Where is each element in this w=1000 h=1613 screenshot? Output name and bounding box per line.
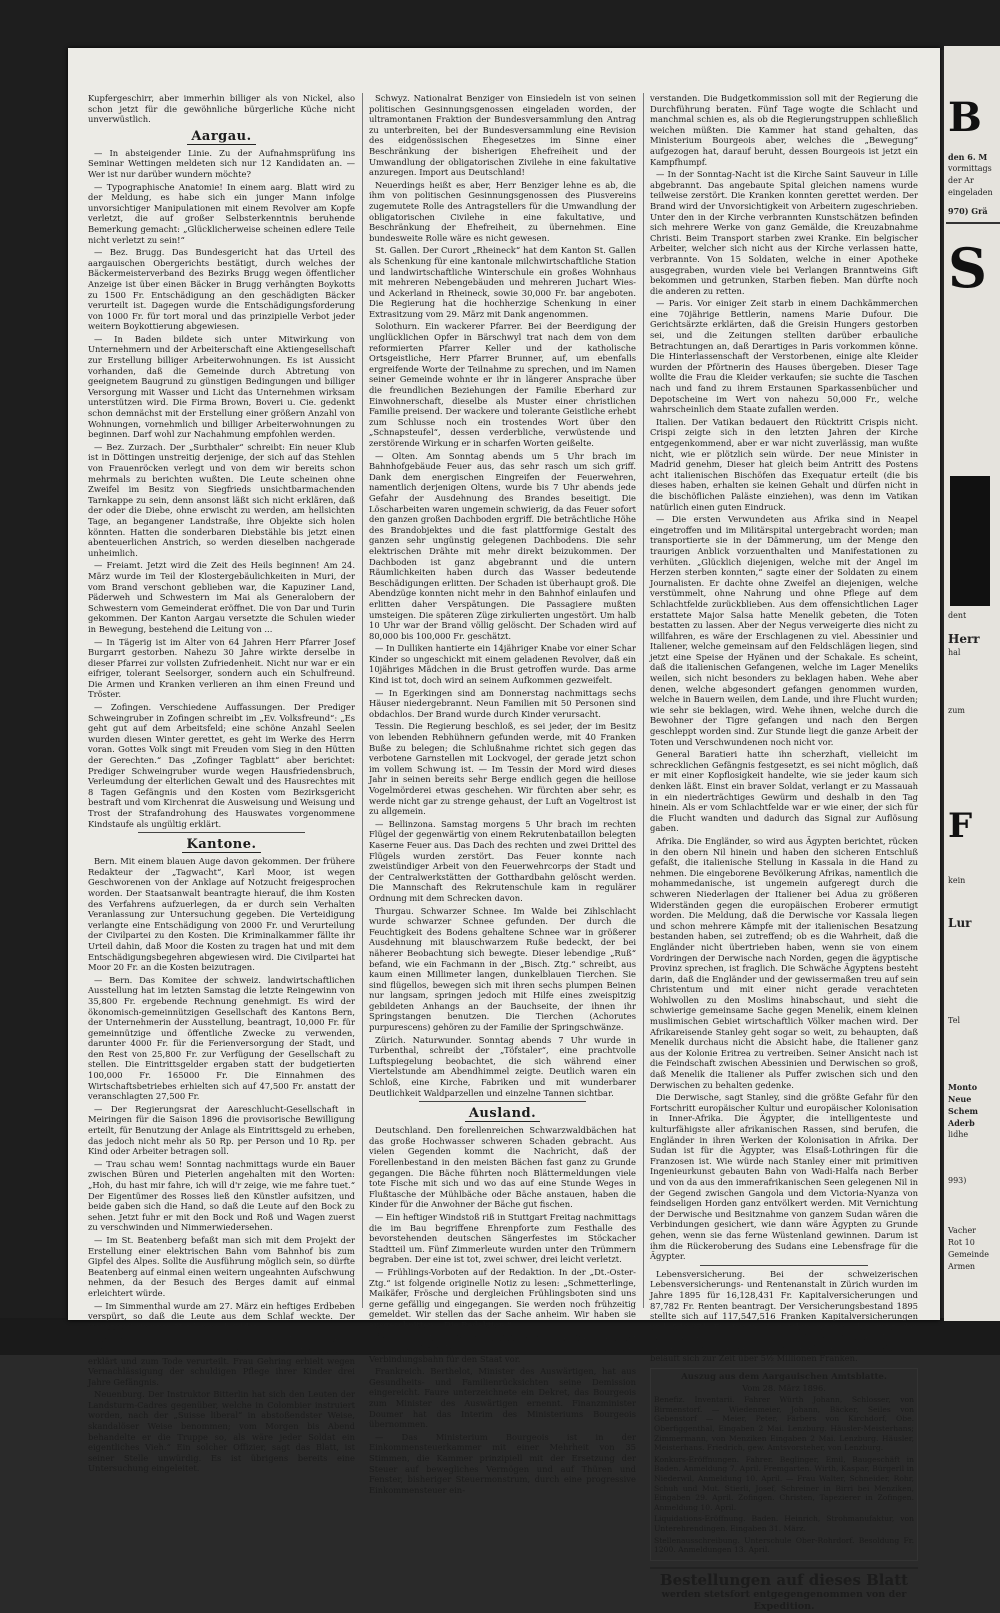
article-paragraph: Solothurn. Ein wackerer Pfarrer. Bei der Beerdigung der unglücklichen Opfer in Bärschwyl trat nach dem von dem reformierten Pfarrer Keller und der katholische Ortsgeistliche, Herr Pfarrer Brunner, auf, um ebenfalls ergreifende Worte der Teilnahme zu sprechen, und im Namen seiner Gemeinde wohnte er ihr in längerer Ansprache über die freundlichen Beziehungen der Familie Eberhard zur Einwohnerschaft, dieselbe als Muster einer christlichen Familie preisend. Der wackere und tolerante Geistliche erhebt zum Schlusse noch ein trostendes Wort über den „Schnapsteufel“, dessen verderbliche, verwüstende und zerstörende Wirkung er in scharfen Worten geißelte. xyxy=(369,321,636,448)
adjacent-text: Gemeinde xyxy=(948,1250,990,1259)
section-heading-kantone: Kantone. xyxy=(88,837,355,853)
article-paragraph: Thurgau. Schwarzer Schnee. Im Walde bei Zihlschlacht wurde schwarzer Schnee gefunden. Der durch die Feuchtigkeit des Bodens gehaltene Schnee war in größerer Ausdehnung mit blauschwarzem Ruße bedeckt, der bei näherer Beobachtung sich bewegte. Dieser lebendige „Ruß“ befand, wie ein Fachmann in der „Bisch. Ztg.“ schreibt, aus kaum einen Millimeter langen, dunkelblauen Tierchen. Sie sind flügellos, bewegen sich mit ihren sechs plumpen Beinen nur langsam, springen jedoch mit Hilfe eines zweispitzig gebildeten Anhangs an der Bauchseite, der ihnen ihr Springstangen benutzen. Die Tierchen (Achorutes purpurescens) gehören zu der Familie der Springschwänze. xyxy=(369,905,636,1033)
column-2 xyxy=(369,93,636,1495)
article-paragraph: — Bellinzona. Samstag morgens 5 Uhr brach im rechten Flügel der gegenwärtig von einem Rekrutenbataillon belegten Kaserne Feuer aus. Das Dach des rechten und zwei Drittel des Flügels wurden zerstört. Das Feuer konnte nach zweistündiger Arbeit von den Feuerwehrcorps der Stadt und der Centralwerkstätten der Gotthardbahn gelöscht werden. Die Mannschaft des Rekrutenschule kam in regulärer Ordnung mit dem Schrecken davon. xyxy=(369,818,636,903)
article-paragraph: — Typographische Anatomie! In einem aarg. Blatt wird zu der Meldung, es habe sich ein junger Mann infolge unvorsichtiger Manipulationen mit einem Revolver am Kopfe verletzt, die auf großer Selbsterkenntnis beruhende Bemerkung gemacht: „Glücklicherweise scheinen edlere Teile nicht verletzt zu sein!“ xyxy=(88,181,355,245)
gazette-entry: Stellenausschreibung. Unterschule Ober-Rohrdorf. Besoldung Fr. 1200. Anmeldungen 13. April. xyxy=(654,1535,914,1555)
article-paragraph: Kupfergeschirr, aber immerhin billiger als von Nickel, also schon jetzt für die gewöhnliche bürgerliche Küche nicht unverwüstlich. xyxy=(88,93,355,125)
article-paragraph: — In der Sonntag-Nacht ist die Kirche Saint Sauveur in Lille abgebrannt. Das angebaute Spital gleichen namens wurde teilweise zerstört. Die Kranken konnten gerettet werden. Der Brand wird der Unvorsichtigkeit von Arbeitern zugeschrieben. Unter den in der Kirche verbrannten Kunstschätzen befinden sich mehrere Werke von ganz Gemälde, die Kreuzabnahme Christi. Beim Transport starben zwei Kranke. Ein belgischer Arbeiter, welcher sich nicht aus der Kirche verlassen hatte, verbrannte. Von 15 Soldaten, welche in einer Apotheke ausgegraben, wurden viele bei Verlangen Branntweins Gift bekommen und getrunken, Starben fieben. Man dürfte noch die anderen zu retten. xyxy=(650,169,918,296)
article-paragraph: — Bez. Brugg. Das Bundesgericht hat das Urteil des aargauischen Obergerichts bestätigt, durch welches der Bäckermeisterverband des Bezirks Brugg wegen öffentlicher Anzeige ist über einen Bäcker in Brugg verhängten Boykotts zu 1500 Fr. Entschädigung an den geschädigten Bäcker verurteilt ist. Dagegen wurde die Entschädigungsforderung von 1000 Fr. für tort moral und das prinzipielle Verbot jeder weitern Boykottierung abgewiesen. xyxy=(88,247,355,332)
article-paragraph: — In Dulliken hantierte ein 14jähriger Knabe vor einer Schar Kinder so ungeschickt mit einem geladenen Revolver, daß ein 10jähriges Mädchen in die Brust getroffen wurde. Das arme Kind ist tot, doch wird an seinem Aufkommen gezweifelt. xyxy=(369,643,636,686)
adjacent-text: Neue xyxy=(948,1094,972,1104)
gazette-title: Auszug aus dem Aargauischen Amtsblatte. xyxy=(681,1372,887,1383)
article-paragraph: Neuenburg. Der Instruktor Bitterlin hat sich den Leuten der Landsturm-Cadres gegenüber, welche in Colombier instruiert worden, nach der „Suisse liberal“ in abstoßendster Weise, skandalöser Weise benommen; vom Morgen bis Abend behandelte er die Truppe so, als wäre jeder Soldat ein eigentliches Vieh.“ Ein solcher Offizier, sagt das Blatt, ist seiner Stelle unwürdig. Es ist übrigens bereits eine Untersuchung eingeleitet. xyxy=(88,1389,355,1474)
adjacent-text: dent xyxy=(948,611,967,620)
article-paragraph: — Bern. Das Komitee der schweiz. landwirtschaftlichen Ausstellung hat im letzten Samstag die letzte Reingewinn von 35,800 Fr. ergebende Rechnung genehmigt. Es wird der ökonomisch-gemeinnützigen Gesellschaft des Kantons Bern, der Unternehmerin der Ausstellung, beantragt, 10,000 Fr. für gemeinnützige und öffentliche Zwecke zu verwenden, darunter 4000 Fr. für die Ferienversorgung der Stadt, und den Rest von 25,800 Fr. zur Verfügung der Gesellschaft zu stellen. Die Eintrittsgelder ergaben statt der budgetierten 100,000 Fr. 165000 Fr. Die Einnahmen des Wirtschaftsbetriebes erhielten sich auf 47,500 Fr. anstatt der veranschlagten 27,500 Fr. xyxy=(88,974,355,1102)
article-paragraph: — Freiamt. Jetzt wird die Zeit des Heils beginnen! Am 24. März wurde im Teil der Klostergebäulichkeiten in Muri, der vom Brand verschont geblieben war, die Kapuziner Land, Päderweh und Schwestern im Mai als Generalobern der Schwestern vom Gemeinderat eröffnet. Die von Dar und Turin gekommen. Der Kanton Aargau versetzte die Schulen wieder in Bewegung, bestehend die Leitung von ... xyxy=(88,560,355,634)
article-paragraph: — Das Ministerium Bourgeois ist in der Einkommensteuerkammer mit einer Mehrheit von 35 Stimmen, die Kammer prinzipiell mit der Ersetzung der Steuer auf bewegliches Vermögen und auf Thüren und Fenster, bisheriger Steuermonstrum, durch eine progressive Einkommensteuer ein- xyxy=(369,1431,636,1495)
article-paragraph: Afrika. Die Engländer, so wird aus Ägypten berichtet, rücken in den obern Nil hinein und haben den sicheren Entschluß gefaßt, die italienische Stellung in Kassala in die Hand zu nehmen. Die eingeborene Bevölkerung Afrikas, namentlich die mohammedanische, ist ungemein aufgeregt durch die schweren Niederlagen der Italiener bei Adua zu größeren Widerständen gegen die europäischen Eroberer ermutigt worden. Die Meldung, daß die Derwische vor Kassala liegen und schon mehrere Kämpfe mit der italienischen Besatzung bestanden haben, sei zutreffend; ob es die Wahrheit, daß die Engländer nicht übertrieben haben, wenn sie von einem Vordringen der Derwische nach Norden, gegen die ägyptische Provinz sprechen, ist fraglich. Die Schwäche Ägyptens besteht darin, daß die Engländer und der gewissermaßen treu auf sein Christentum und mit einer nicht gerade verachteten Wohlwollen zu den Moslims hinabschaut, und sieht die schwierige gemeinsame Sache gegen Menelik, einem kleinen muslimischen Gebiet wirtschaftlich Völker machen wird. Der Afrikareisende Stanley geht sogar so weit, zu behaupten, daß Menelik durchaus nicht die Absicht habe, die Italiener ganz aus der Kolonie Eritrea zu vertreiben. Seiner Ansicht nach ist die Feindschaft zwischen Abessinien und Derwischen so groß, daß Menelik die Italiener als Puffer zwischen sich und den Derwischen zu behalten gedenke. xyxy=(650,835,918,1090)
article-paragraph: verstanden. Die Budgetkommission soll mit der Regierung die Durchführung beraten. Fünf Tage wogte die Schlacht und manchmal schien es, als ob die Regierungstruppen schließlich weichen müßten. Die Kammer hat stand gehalten, das Ministerium Bourgeois aber, welches die „Bewegung“ aufgezogen hat, darauf beruht, dessen Bourgeois ist jetzt ein Kampfhumpf. xyxy=(650,93,918,167)
article-paragraph: — In Tägerig ist im Alter von 64 Jahren Herr Pfarrer Josef Burgarrt gestorben. Nahezu 30 Jahre wirkte derselbe in dieser Pfarrei zur vollsten Zufriedenheit. Nicht nur war er ein eifriger, tolerant Seelsorger, sondern auch ein Schulfreund. Die Armen und Kranken verlieren an ihm einen Freund und Tröster. xyxy=(88,636,355,700)
article-paragraph: Lebensversicherung. Bei der schweizerischen Lebensversicherungs- und Rentenanstalt in Zürich wurden im Jahre 1895 für 16,128,431 Fr. Kapitalversicherungen und 87,782 Fr. Renten beantragt. Der Versicherungsbestand 1895 stellte sich auf 117,547,516 Franken Kapitalversicherungen und 549,271 Fr. Rente. Der Jahresgewinn, der ganz den Versicherten zukommt, beträgt 708,738 Franken. Der zur Verteilung an die Versicherten bereit liegende Gewinnfond beläuft sich zur Zeit über 5½ Millionen Franken. xyxy=(650,1268,918,1364)
gazette-entry: Konkurs-Eröffnungen. Fahrer. Beglinger, Emil, Baugeschäft in Baden. Anmeldung 7. April. Fremgarten. Wirth, Kaspar, Bürgerll in Niederwil, Anmeldung 10. April. — Frau Walter, Schneider, Rohr, Schuh und Mut. Stierli, Josef, Schreiner in Birri bei Menziken, Eingaben 29. April. Zofingen. Christen, Tapezierer in Zofingen. Anmeldung 10. April. xyxy=(654,1454,914,1512)
section-heading-aargau: Aargau. xyxy=(88,129,355,145)
adjacent-text: Schem xyxy=(948,1106,979,1116)
column-rule xyxy=(362,93,363,1308)
adjacent-text: Vacher xyxy=(948,1226,977,1235)
official-gazette-box xyxy=(650,1368,918,1561)
gazette-date: Vom 28. März 1896. xyxy=(742,1382,826,1393)
adjacent-text: zum xyxy=(948,706,965,715)
adjacent-text: kein xyxy=(948,876,966,885)
adjacent-text: vormittags xyxy=(948,164,992,173)
adjacent-page-fragment xyxy=(944,46,1000,1321)
article-paragraph: — Der Regierungsrat der Aareschlucht-Gesellschaft in Meiringen für die Saison 1896 die provisorische Bewilligung erteilt, für Benutzung der Anlage als Eintrittsgeld zu erheben, das jedoch nicht mehr als 50 Rp. per Person und 10 Rp. per Kind oder Arbeiter betragen soll. xyxy=(88,1103,355,1157)
adjacent-page-initial: B xyxy=(948,94,982,141)
article-paragraph: Neuerdings heißt es aber, Herr Benziger lehne es ab, die ihm von politischen Gesinnungsgenossen des Piusvereins zugemutete Rolle des Antragstellers für die Umwandlung der obligatorischen Civilehe in eine fakultative, und Beschränkung der Ehefreiheit, zu übernehmen. Eine bundesweite Rolle wäre es nicht gewesen. xyxy=(369,179,636,243)
article-paragraph: Italien. Der Vatikan bedauert den Rücktritt Crispis nicht. Crispi zeigte sich in den letzten Jahren der Kirche entgegenkommend, aber er war nicht zuverlässig, man wußte nicht, wie er plötzlich sein würde. Der neue Minister in Madrid genehm, Dieser hat gleich beim Antritt des Postens acht italienischen Bischöfen das Exequatur erteilt (die bis dieses haben, erhalten sie keinen Gehalt und dürfen nicht in die bischöflichen Paläste einziehen), was denn im Vatikan natürlich einen guten Eindruck. xyxy=(650,416,918,512)
gazette-entry: Liquidations-Eröffnung. Baden. Heinrich, Strohmanufaktur, von Unterehrendingen. Eingaben 31. März. xyxy=(654,1514,914,1533)
adjacent-text: Herr xyxy=(948,632,980,646)
scan-border-top xyxy=(0,0,1000,50)
subscription-title: Bestellungen auf dieses Blatt xyxy=(659,1570,909,1589)
section-divider xyxy=(138,832,305,833)
article-paragraph: — Olten. Am Sonntag abends um 5 Uhr brach im Bahnhofgebäude Feuer aus, das sehr rasch um sich griff. Dank dem energischen Eingreifen der Feuerwehren, namentlich derjenigen Oltens, wurde bis 7 Uhr abends jede Gefahr der Ausdehnung des Brandes beseitigt. Die Löscharbeiten waren ungemein schwierig, da das Feuer sofort den ganzen großen Dachboden ergriff. Die beträchtliche Höhe des Brandobjektes und die fast plattformige Gestalt des ganzen sehr ungünstig gelegenen Dachbodens. Die sehr elektrischen Drähte mit mehr direkt beizukommen. Der Dachboden ist ganz abgebrannt und die untern Räumlichkeiten haben durch das Wasser bedeutende Beschädigungen erlitten. Der Schaden ist überhaupt groß. Die Abendzüge konnten nicht mehr in den Bahnhof einlaufen und erlitten daher Verspätungen. Die Passagiere mußten umsteigen. Die späteren Züge zirkulierten ungestört. Um halb 10 Uhr war der Brand völlig gelöscht. Der Schaden wird auf 80,000 bis 100,000 Fr. geschätzt. xyxy=(369,450,636,641)
article-paragraph: Frankreich. Berthelot, Minister des Auswärtigen, hat aus Gesundheits- und Familienrücksichten seine Demission eingereicht. Faure unterzeichnete ein Dekret, das Bourgeois zum Minister des Auswärtigen ernennt. Finanzminister Doumer hat das Interim des Ministeriums Bourgeois übernommen. xyxy=(369,1366,636,1430)
section-heading-ausland: Ausland. xyxy=(369,1106,636,1122)
subscription-notice xyxy=(650,1567,918,1613)
article-paragraph: Schwyz. Nationalrat Benziger von Einsiedeln ist von seinen politischen Gesinnungsgenossen eingeladen worden, der ultramontanen Fraktion der Bundesversammlung den Antrag zu unterbreiten, bei der Bundesversammlung eine Revision des eidgenössischen Ehegesetzes im Sinne einer Beschränkung der bisherigen Ehefreiheit und der Umwandlung der obligatorischen Zivilehe in eine fakultative anzuregen. Import aus Deutschland! xyxy=(369,93,636,178)
page-content xyxy=(88,93,918,1612)
adjacent-text: 970) Grä xyxy=(948,206,988,216)
adjacent-text: Monto xyxy=(948,1082,978,1092)
article-paragraph: — Die ersten Verwundeten aus Afrika sind in Neapel eingetroffen und im Militärspital untergebracht worden; man transportierte sie in der Dämmerung, um der Menge den traurigen Anblick vorzuenthalten und Manifestationen zu verhüten. „Glücklich diejenigen, welche mit der Angel im Herzen sterben konnten,“ sagte einer der Soldaten zu einem Journalisten. Er dachte ohne Zweifel an diejenigen, welche verstümmelt, ohne Nahrung und ohne Pflege auf dem Schlachtfelde zurückblieben. Aus dem offensichtlichen Lager erstattete Major Salsa hatte Menelik gebeten, die Toten bestatten zu lassen. Aber der Negus verweigerte dies nicht zu willfahren, es wäre der Erschlagenen zu viel. Abessinier und Italiener, welche gemeinsam auf den Feldschlägen liegen, sind jetzt eine Speise der Hyänen und der Schakale. Es scheint, daß die italienischen Gefangenen, welche im Lager Meneliks weilen, sich nicht besonders zu beklagen haben. Wehe aber denen, welche abgesondert gefangen genommen wurden, welche in Bauern weilen, dem Lande, und ihre Flucht wurden; wie sehr sie beklagen, wird. Wehe ihnen, welche durch die Bewohner der Tigre gefangen und nach den Bergen geschleppt worden sind. Zur Stunde liegt die ganze Arbeit der Toten und Verschwundenen noch nicht vor. xyxy=(650,514,918,747)
adjacent-text: Rot 10 xyxy=(948,1238,975,1247)
section-divider xyxy=(419,1101,586,1102)
article-paragraph: Die Derwische, sagt Stanley, sind die größte Gefahr für den Fortschritt europäischer Kultur und europäischer Kolonisation in Inner-Afrika. Die Ägypter, die intelligenteste und kulturfähigste aller afrikanischen Rassen, sind berufen, die Engländer in ihren Werken der Kolonisation in Afrika. Der Sudan ist für die Ägypter, was Elsaß-Lothringen für die Franzosen ist. Wie würde nach Stanley einer mit primitiven Ingenieurkunst gebauten Bahn von Wadi-Halfa nach Berber und von da aus den immerafrikanischen Seen gelegenen Nil in der Gegend zwischen Gangola und dem Victoria-Nyanza von feindseligen Horden ganz entvölkert werden. Mit Vernichtung der Derwische und Besitznahme von ganzem Sudan wären die Verbindungen gesichert, wie dann wäre Ägypten zu Grunde gehen, wenn sie das ferne Wüstenland gewinnen. Darum ist ihm die Rückeroberung des Sudans eine Lebensfrage für die Ägypter. xyxy=(650,1092,918,1262)
article-paragraph: Deutschland. Den forellenreichen Schwarzwaldbächen hat das große Hochwasser schweren Schaden gebracht. Aus vielen Gegenden kommt die Nachricht, daß der Forellenbestand in den meisten Bächen fast ganz zu Grunde gegangen. Die Bäche führten noch Blättermeldungen viele tote Fische mit sich und wo das auf eine Stunde Weges in Flußtasche der Mühlbäche oder Bäche anstauen, haben die Kinder für die Anwohner der Bäche gut fischen. xyxy=(369,1125,636,1210)
article-paragraph: General Baratieri hatte ihn scherzhaft, vielleicht im schrecklichen Gefängnis festgesetzt, es sei nicht möglich, daß er mit einer Kopflosigkeit handelte, wie sie jeder kaum sich denken läßt. Einst ein braver Soldat, verlangt er zu Massauah in ein niederträchtiges Gewürm und deshalb in den Tag hinein. Als er vom Schlachtfelde war er wie einer, der sich für die Flucht wandten und dadurch das Signal zur Auflösung gaben. xyxy=(650,749,918,834)
article-paragraph: — Trau schau wem! Sonntag nachmittags wurde ein Bauer zwischen Büren und Pieterlen angehalten mit den Worten: „Hoh, du hast mir fahre, ich will d'r zeige, wie me fahre tuet.“ Der Eigentümer des Rosses ließ den Künstler aufsitzen, und beide gaben sich die Hand, so daß die Leute auf den Bock zu sehen. Jetzt fuhr er mit den Bock und Roß und Wagen zuerst zu verschwinden und Nimmerwiedersehen. xyxy=(88,1158,355,1233)
article-paragraph: — Paris. Vor einiger Zeit starb in einem Dachkämmerchen eine 70jährige Bettlerin, namens Marie Dufour. Die Gerichtsärzte erklärten, daß die Greisin Hungers gestorben sei, und die Zeitungen stellten darüber erbauliche Betrachtungen an, daß Derartiges in Paris vorkommen könne. Die Hinterlassenschaft der Verstorbenen, einige alte Kleider wurden der Pförtnerin des Hauses übergeben. Dieser Tage wollte die Frau die Kleider verkaufen; sie suchte die Taschen nach und fand zu ihrem Erstaunen Sparkassenbücher und Depotscheine im Wert von nahezu 50,000 Fr., welche wahrscheinlich dem Staate zufallen werden. xyxy=(650,298,918,415)
article-paragraph: Luzern. Das Kriminalgericht hat den Württemberger Gehring der Ermordung seiner zwei Stieftöchter schuldig erklärt und zum Tode verurteilt. Frau Gehring erhielt wegen Vernachlässigung der schuldigen Pflege ihrer Kinder drei Jahre Gefängnis. xyxy=(88,1334,355,1387)
adjacent-text: Tel xyxy=(948,1016,961,1025)
adjacent-text: lidhe xyxy=(948,1130,969,1139)
adjacent-text: eingeladen xyxy=(948,188,993,197)
article-paragraph: Bern. Mit einem blauen Auge davon gekommen. Der frühere Redakteur der „Tagwacht“, Karl Moor, ist wegen Geschworenen von der Anklage auf Notzucht freigesprochen worden. Der Staatsanwalt beantragte hierauf, die ihm Kosten des Verfahrens aufzuerlegen, da er durch sein Verhalten Veranlassung zur Untersuchung gegeben. Die Verteidigung verlangte eine Entschädigung von 2000 Fr. und Verurteilung der Civilpartei zu den Kosten. Die Kriminalkammer fällte ihr Urteil dahin, daß Moor die Kosten zu tragen hat und mit dem Entschädigungsbegehren abgewiesen wird. Die Civilpartei hat Moor 20 Fr. an die Kosten beizutragen. xyxy=(88,856,355,973)
adjacent-text: Armen xyxy=(948,1262,976,1271)
article-paragraph: — In Egerkingen sind am Donnerstag nachmittags sechs Häuser niedergebrannt. Neun Familien mit 50 Personen sind obdachlos. Der Brand wurde durch Kinder verursacht. xyxy=(369,687,636,719)
article-paragraph: — Zofingen. Verschiedene Auffassungen. Der Prediger Schweingruber in Zofingen schreibt im „Ev. Volksfreund“: „Es geht gut auf dem Arbeitsfeld; eine schöne Anzahl Seelen wurden diesen Winter gerettet, es geht im Werke des Herrn voran. Gottes Volk singt mit Freuden vom Sieg in den Hütten der Gerechten.“ Das „Zofinger Tagblatt“ aber berichtet: Prediger Schweingruber wurde wegen Hausfriedensbruch, Verleumdung der elterlichen Gewalt und des Hausrechtes mit 8 Tagen Gefängnis und den Kosten vom Bezirksgericht bestraft und vom Kirchenrat die Ausweisung und Weisung und Trost der Strafandrohung des Hauswates vorgenommene Kindstaufe als ungültig erklärt. xyxy=(88,702,355,829)
adjacent-page-initial: S xyxy=(948,236,987,300)
adjacent-text: hal xyxy=(948,648,961,657)
article-paragraph: — Ein heftiger Windstoß riß in Stuttgart Freitag nachmittags die im Bau begriffene Ehrenpforte zum Festhalle des bevorstehenden deutschen Sängerfestes im Stöckacher Stadtteil um. Fünf Zimmerleute wurden unter den Trümmern begraben. Der eine ist tot, zwei schwer, drei leicht verletzt. xyxy=(369,1211,636,1265)
article-paragraph: St. Gallen. Der Curort „Rheineck“ hat dem Kanton St. Gallen als Schenkung für eine kantonale milchwirtschaftliche Station und landwirtschaftliche Winterschule ein großes Wohnhaus mit mehreren Nebengebäuden und mehreren Juchart Wies- und Ackerland in Rheineck, sowie 30,000 Fr. bar angeboten. Die Regierung hat die hochherzige Schenkung in einer Extrasitzung vom 29. März mit Dank angenommen. xyxy=(369,245,636,319)
article-paragraph: — Im Simmenthal wurde am 27. März ein heftiges Erdbeben verspürt, so daß die Leute aus dem Schlaf weckte. Der Hauptstoß ging von Norden nach Süden. xyxy=(88,1300,355,1332)
column-1 xyxy=(88,93,355,1474)
section-divider xyxy=(700,1265,868,1266)
subscription-subtitle: werden stetsfort entgegengenommen von der Expedition. xyxy=(661,1588,907,1612)
scan-border-left xyxy=(0,0,70,1355)
column-rule xyxy=(643,93,644,1308)
adjacent-page-initial: F xyxy=(948,806,973,846)
column-3 xyxy=(650,93,918,1612)
adjacent-text: der Ar xyxy=(948,176,974,185)
article-paragraph: — Frühlings-Vorboten auf der Redaktion. In der „Dt.-Oster-Ztg.“ ist folgende originelle Notiz zu lesen: „Schmetterlinge, Maikäfer, Frösche und dergleichen Frühlingsboten sind uns gerne gefällig und eingegangen. Sie werden noch frühzeitig gemeldet. Wir stellen das der Sache anheim. Wir haben sie ausgeschnitten... Die Redaktion.“ xyxy=(369,1266,636,1330)
article-paragraph: — In Baden bildete sich unter Mitwirkung von Unternehmern und der Arbeiterschaft eine Aktiengesellschaft zur Erstellung billiger Arbeiterwohnungen. Es ist Aussicht vorhanden, daß die Gemeinde durch Abtretung von geeignetem Baugrund zu günstigen Bedingungen und billiger Versorgung mit Wasser und Licht das Unternehmen wirksam unterstützen wird. Die Firma Brown, Boveri u. Cie. gedenkt schon demnächst mit der Erstellung einer größern Anzahl von Wohnungen, vornehmlich und billiger Arbeiterwohnungen zu beginnen. Darf wohl zur Nachahmung empfohlen werden. xyxy=(88,333,355,440)
newspaper-page xyxy=(68,48,940,1612)
article-paragraph: — In absteigender Linie. Zu der Aufnahmsprüfung ins Seminar Wettingen meldeten sich nur 12 Kandidaten an. — Wer ist nur darüber wundern möchte? xyxy=(88,147,355,179)
article-paragraph: — Im St. Beatenberg befaßt man sich mit dem Projekt der Erstellung einer elektrischen Bahn vom Bahnhof bis zum Gipfel des Alpes. Sollte die Ausführung möglich sein, so dürfte Beatenberg auf einmal einen weitern ungeahnten Aufschwung nehmen, da der Besuch des Berges damit auf einmal erleichtert würde. xyxy=(88,1234,355,1298)
adjacent-text: den 6. M xyxy=(948,152,988,162)
gazette-entry: Benefiz. Inventarii. Fahrer Würth Johann, Schlosser, von Birmenstorf. — Wiedenmeier, Johann, Bäcker, Seiles von Gebenstorf — Meier, Peter, Färbers von Kirchdorf, Obe. Oberfiggenthal, Eingaben 2 Mai. Lenzburg. Häusler-Meisterhans; Zimmermann, von Menziken Eingaben 2 Mai. Lenzburg. Häusler, Meisterhans. Friedrich, gew. Amtsvorsteher, von Lenzburg. xyxy=(654,1395,914,1453)
article-paragraph: Tessin. Die Regierung beschloß, es sei jeder, der im Besitz von lebenden Rebhühnern gefunden werde, mit 40 Franken Buße zu belegen; die Schlußnahme richtet sich gegen das verbotene Garnstellen mit Lockvogel, der gerade jetzt schon im vollem Schwung ist. — Im Tessin der Mord wird dieses Jahr in seinen bereits sehr Berge endlich gegen die heillose Vogelmörderei etwas geschehen. Wir fürchten aber sehr, es werde nicht gar zu strenge gehaust, der Luft an Vogeltrost ist zu allgemein. xyxy=(369,721,636,817)
article-paragraph: — Bez. Zurzach. Der „Surbthaler“ schreibt: Ein neuer Klub ist in Döttingen unstreitig derjenige, der sich auf das Stehlen von Frauenröcken verlegt und von dem wir bereits schon mehrmals zu berichten wußten. Die Leute scheinen ohne Zweifel im Besitz von Siegfrieds unsichtbarmachenden Tarnkappe zu sein, denn ansonst läßt sich nicht erklären, daß der oder die Diebe, ohne erwischt zu werden, am hellsichten Tage, an begangener Landstraße, ihre Objekte sich holen könnten. Hatten die sonderbaren Diebstähle bis jetzt einen abenteuerlichen Anstrich, so werden dieselben nachgerade unheimlich. xyxy=(88,441,355,558)
adjacent-rule xyxy=(946,222,1000,224)
adjacent-graphic xyxy=(950,476,990,606)
adjacent-text: 993) xyxy=(948,1176,967,1185)
adjacent-text: Lur xyxy=(948,916,972,930)
article-paragraph: Österreich. Der Eisenbahnminister hat die Gesetzentwurf betr. Ankauf der Nordostbahn und der Südnordostdeutschen Verbindungsbahn für den Staat vor. xyxy=(369,1332,636,1364)
adjacent-text: Aderb xyxy=(948,1118,975,1128)
article-paragraph: Zürich. Naturwunder. Sonntag abends 7 Uhr wurde in Turbenthal, schreibt der „Töfstaler“, eine prachtvolle Luftspiegelung beobachtet, die sich während einer Viertelstunde am Abendhimmel zeigte. Deutlich waren ein Schloß, eine Kirche, Fabriken und mit wunderbarer Deutlichkeit Waldparzellen und einzelne Tannen sichtbar. xyxy=(369,1034,636,1098)
